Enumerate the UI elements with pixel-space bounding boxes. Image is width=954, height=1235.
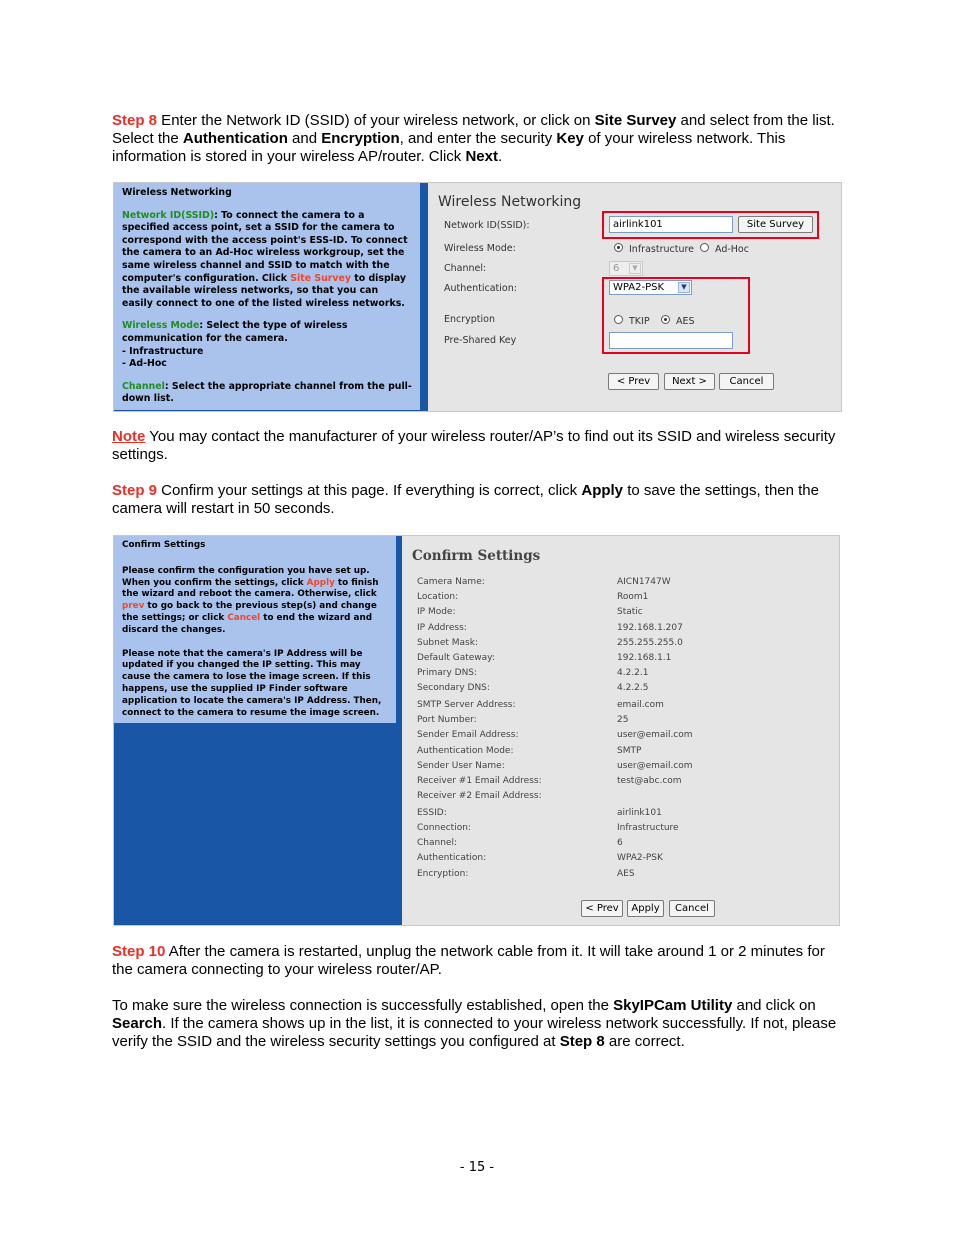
apply-highlight: Apply — [306, 577, 335, 588]
confirm-row-key: Port Number: — [417, 715, 477, 726]
step8-text: and — [287, 130, 322, 147]
apply-button[interactable]: Apply — [627, 900, 664, 917]
confirm-row-key: Secondary DNS: — [417, 683, 490, 694]
infrastructure-radio[interactable] — [614, 243, 623, 252]
confirm-row-key: Receiver #2 Email Address: — [417, 791, 542, 802]
final-bold-search: Search — [112, 1015, 163, 1032]
confirm-row-key: Sender Email Address: — [417, 730, 519, 741]
confirm-row-value: airlink101 — [617, 807, 662, 818]
adhoc-radio[interactable] — [700, 243, 709, 252]
cancel-button[interactable]: Cancel — [669, 900, 715, 917]
step9-text: to save the settings, then the camera will restart in 50 seconds. — [112, 482, 819, 517]
cancel-highlight: Cancel — [227, 612, 261, 623]
final-bold-step8: Step 8 — [559, 1033, 605, 1050]
confirm-row-value: user@email.com — [617, 760, 693, 771]
confirm-row-key: Channel: — [417, 838, 457, 849]
confirm-help-panel — [114, 536, 402, 925]
step8-text: and select from the list. Select the — [112, 112, 835, 147]
confirm-row-value: WPA2-PSK — [617, 853, 663, 864]
confirm-help-text-part: to finish the wizard and reboot the camera. Otherwise, click — [122, 577, 379, 600]
final-text: are correct. — [604, 1033, 685, 1050]
confirm-help-text-part: Please confirm the configuration you have set up. When you confirm the settings, click — [122, 565, 370, 588]
final-text: . If the camera shows up in the list, it is connected to your wireless network successfully. If not, please verify the SSID and the wireless security settings you configured at — [112, 1015, 837, 1050]
step10-paragraph — [112, 943, 842, 979]
wireless-mode-label: Wireless Mode: — [444, 243, 516, 254]
confirm-help-text-part: to end the wizard and discard the changes. — [122, 612, 373, 635]
step9-label: Step 9 — [112, 482, 158, 499]
confirm-row-value: 255.255.255.0 — [617, 637, 683, 648]
confirm-help-p1 — [122, 566, 388, 637]
mode-term: Wireless Mode — [122, 320, 200, 332]
confirm-row-key: Primary DNS: — [417, 668, 478, 679]
authentication-select[interactable] — [609, 280, 692, 295]
ssid-text: : To connect the camera to a specified access point, set a SSID for the camera to correspond with the access point's ESS-ID. To connect the camera to an Ad-Hoc wireless workgroup, set the same wireless channel and SSID to match with the computer's configuration. Click — [122, 209, 408, 284]
step8-text: Enter the Network ID (SSID) of your wireless network, or click on — [157, 112, 595, 129]
confirm-row-key: Subnet Mask: — [417, 637, 478, 648]
final-text: To make sure the wireless connection is successfully established, open the — [112, 997, 614, 1014]
mode-option-adhoc: - Ad-Hoc — [122, 358, 167, 370]
confirm-row-key: Authentication Mode: — [417, 745, 514, 756]
confirm-row-value: Infrastructure — [617, 823, 679, 833]
step10-label: Step 10 — [112, 943, 166, 960]
step8-bold-key: Key — [556, 130, 584, 147]
step8-text: , and enter the security — [399, 130, 557, 147]
confirm-row-key: Receiver #1 Email Address: — [417, 776, 542, 786]
step9-bold-apply: Apply — [581, 482, 624, 499]
confirm-row-value: SMTP — [617, 745, 642, 756]
confirm-form-title: Confirm Settings — [412, 548, 541, 564]
wireless-help-title: Wireless Networking — [122, 187, 232, 198]
channel-label: Channel: — [444, 263, 487, 274]
wireless-help-channel — [122, 381, 412, 406]
ssid-term: Network ID(SSID) — [122, 209, 215, 221]
channel-term: Channel — [122, 380, 165, 392]
ssid-input[interactable]: airlink101 — [609, 216, 733, 233]
prev-highlight: prev — [122, 601, 145, 612]
step9-paragraph — [112, 482, 842, 518]
confirm-help-title: Confirm Settings — [122, 540, 206, 550]
tkip-label: TKIP — [629, 316, 650, 327]
note-text: You may contact the manufacturer of your wireless router/AP’s to find out its SSID and wireless security settings. — [112, 428, 836, 463]
confirm-row-value: test@abc.com — [617, 776, 682, 786]
final-bold-utility: SkyIPCam Utility — [613, 997, 733, 1014]
authentication-select-value: WPA2-PSK — [613, 282, 665, 293]
confirm-row-value: user@email.com — [617, 730, 693, 741]
confirm-row-key: Sender User Name: — [417, 760, 505, 771]
chevron-down-icon: ▼ — [629, 263, 641, 274]
final-paragraph — [112, 997, 842, 1051]
prev-button[interactable]: < Prev — [608, 373, 659, 390]
note-paragraph — [112, 428, 842, 464]
confirm-row-value: AES — [617, 868, 635, 879]
confirm-row-key: IP Address: — [417, 622, 467, 633]
wireless-networking-screenshot — [113, 182, 842, 412]
confirm-row-key: ESSID: — [417, 807, 447, 818]
step8-bold-site-survey: Site Survey — [594, 112, 677, 129]
next-button[interactable]: Next > — [664, 373, 715, 390]
step8-bold-authentication: Authentication — [182, 130, 288, 147]
wireless-help-ssid — [122, 210, 412, 311]
confirm-row-value: 192.168.1.1 — [617, 653, 672, 663]
step9-text: Confirm your settings at this page. If everything is correct, click — [157, 482, 582, 499]
prev-button[interactable]: < Prev — [581, 900, 623, 917]
confirm-row-value: 4.2.2.1 — [617, 668, 649, 679]
ssid-label: Network ID(SSID): — [444, 220, 530, 231]
confirm-row-value: 192.168.1.207 — [617, 622, 683, 633]
confirm-row-key: Camera Name: — [417, 577, 485, 587]
mode-option-infrastructure: - Infrastructure — [122, 345, 204, 357]
confirm-help-text-part: to go back to the previous step(s) and change the settings; or click — [122, 601, 377, 623]
wireless-help-panel — [114, 183, 428, 411]
adhoc-label: Ad-Hoc — [715, 244, 749, 255]
confirm-help-text — [114, 536, 396, 723]
confirm-row-value: email.com — [617, 700, 664, 710]
site-survey-highlight: Site Survey — [290, 272, 351, 284]
channel-select[interactable] — [609, 261, 643, 276]
confirm-row-key: Location: — [417, 592, 459, 603]
confirm-row-value: AICN1747W — [617, 577, 671, 587]
confirm-row-key: Connection: — [417, 823, 471, 833]
confirm-row-key: Encryption: — [417, 868, 469, 879]
chevron-down-icon: ▼ — [678, 282, 690, 293]
confirm-row-key: SMTP Server Address: — [417, 700, 516, 710]
ssid-text: to display the available wireless networks, so that you can easily connect to one of the listed wireless networks. — [122, 272, 407, 309]
confirm-row-key: IP Mode: — [417, 607, 456, 618]
encryption-label: Encryption — [444, 314, 496, 325]
step8-paragraph — [112, 112, 842, 166]
confirm-row-value: 6 — [617, 838, 623, 849]
confirm-row-value: Room1 — [617, 592, 649, 603]
wireless-help-mode — [122, 320, 412, 345]
confirm-row-value: 4.2.2.5 — [617, 683, 649, 694]
aes-label: AES — [676, 316, 695, 327]
wireless-form-title: Wireless Networking — [438, 194, 582, 210]
cancel-button[interactable]: Cancel — [719, 373, 774, 390]
tkip-radio[interactable] — [614, 315, 623, 324]
confirm-settings-screenshot — [113, 535, 840, 926]
final-text: and click on — [732, 997, 816, 1014]
aes-radio[interactable] — [661, 315, 670, 324]
site-survey-button[interactable]: Site Survey — [738, 216, 813, 233]
mode-text: : Select the type of wireless communication for the camera. — [122, 320, 348, 344]
authentication-label: Authentication: — [444, 283, 517, 294]
confirm-row-value: 25 — [617, 715, 629, 726]
step8-text: . — [497, 148, 503, 165]
pre-shared-key-label: Pre-Shared Key — [444, 335, 517, 346]
confirm-row-value: Static — [617, 607, 643, 618]
infrastructure-label: Infrastructure — [629, 244, 695, 255]
confirm-row-key: Default Gateway: — [417, 653, 495, 663]
step8-label: Step 8 — [112, 112, 158, 129]
confirm-row-key: Authentication: — [417, 853, 487, 864]
step8-bold-next: Next — [465, 148, 498, 165]
note-label: Note — [112, 428, 146, 445]
step8-bold-encryption: Encryption — [321, 130, 400, 147]
page-number: - 15 - — [459, 1160, 495, 1175]
wireless-help-text — [114, 183, 420, 410]
step10-text: After the camera is restarted, unplug the network cable from it. It will take around 1 or 2 minutes for the camera connecting to your wireless router/AP. — [112, 943, 825, 978]
pre-shared-key-input[interactable] — [609, 332, 733, 349]
channel-text: : Select the appropriate channel from the pull-down list. — [122, 380, 412, 405]
step8-text: of your wireless network. This information is stored in your wireless AP/router. Click — [112, 130, 786, 165]
channel-select-value: 6 — [613, 263, 620, 274]
confirm-help-p2: Please note that the camera's IP Address will be updated if you changed the IP setting. This may cause the camera to lose the image screen. If this happens, use the supplied IP Finder software application to locate the camera's IP Address. Then, connect to the camera to resume the image screen. — [122, 648, 382, 718]
